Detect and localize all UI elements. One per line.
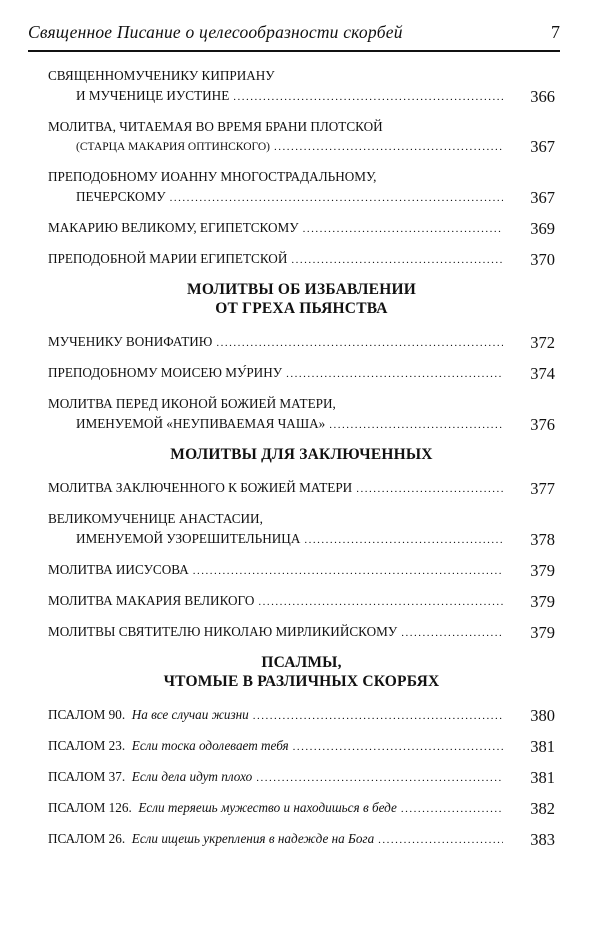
psalm-label: ПСАЛОМ 126. xyxy=(48,800,132,815)
toc-page-number: 374 xyxy=(530,364,555,383)
psalm-line xyxy=(48,798,555,819)
toc-entry[interactable] xyxy=(48,591,555,612)
toc-entry-last-line xyxy=(48,363,555,384)
toc-page-number: 370 xyxy=(530,250,555,269)
dot-leader xyxy=(303,219,503,239)
toc-page-number: 376 xyxy=(530,415,555,434)
toc-page-number: 367 xyxy=(530,188,555,207)
section-heading xyxy=(48,653,555,691)
toc-entry[interactable] xyxy=(48,249,555,270)
dot-leader xyxy=(170,188,503,208)
dot-leader xyxy=(253,706,503,726)
psalm-title: На все случаи жизни xyxy=(131,707,249,722)
dot-leader xyxy=(304,530,503,550)
dot-leader xyxy=(274,137,503,157)
toc-entry-text: ИМЕНУЕМОЙ УЗОРЕШИТЕЛЬНИЦА xyxy=(76,531,301,546)
section-heading xyxy=(48,445,555,464)
dot-leader xyxy=(233,87,503,107)
toc-entry-last-line xyxy=(48,622,555,643)
toc-entry[interactable] xyxy=(48,560,555,581)
toc-entry-text: МОЛИТВА ЗАКЛЮЧЕННОГО К БОЖИЕЙ МАТЕРИ xyxy=(48,480,353,495)
toc-entry-last-line xyxy=(48,591,555,612)
toc-page-number: 367 xyxy=(530,137,555,156)
toc-entry-text: ПРЕПОДОБНОМУ МОИСЕЮ МУ́РИНУ xyxy=(48,365,283,380)
dot-leader xyxy=(216,333,503,353)
dot-leader xyxy=(193,561,503,581)
dot-leader xyxy=(356,479,503,499)
toc-entry[interactable] xyxy=(48,218,555,239)
toc-entry-text: ИМЕНУЕМОЙ «НЕУПИВАЕМАЯ ЧАША» xyxy=(76,416,326,431)
toc-entry-text: И МУЧЕНИЦЕ ИУСТИНЕ xyxy=(76,88,230,103)
toc-entry[interactable] xyxy=(48,622,555,643)
toc-entry-text: МОЛИТВА ИИСУСОВА xyxy=(48,562,189,577)
toc-page-number: 366 xyxy=(530,87,555,106)
section-heading-line: ПСАЛМЫ, xyxy=(261,654,342,671)
toc-entry[interactable] xyxy=(48,509,555,550)
toc-page-number: 382 xyxy=(530,799,555,818)
toc-entry-text: СВЯЩЕННОМУЧЕНИКУ КИПРИАНУ xyxy=(48,68,275,83)
psalm-title: Если дела идут плохо xyxy=(131,769,253,784)
dot-leader xyxy=(329,415,503,435)
toc-entry-text: ПЕЧЕРСКОМУ xyxy=(76,189,166,204)
psalm-label: ПСАЛОМ 26. xyxy=(48,831,126,846)
dot-leader xyxy=(378,830,503,850)
toc-entry[interactable] xyxy=(48,363,555,384)
toc-entry[interactable] xyxy=(48,478,555,499)
psalm-line xyxy=(48,767,555,788)
dot-leader xyxy=(291,250,503,270)
toc-entry-text: (СТАРЦА МАКАРИЯ ОПТИНСКОГО) xyxy=(76,141,270,153)
section-heading xyxy=(48,280,555,318)
toc-page-number: 380 xyxy=(530,706,555,725)
dot-leader xyxy=(258,592,503,612)
psalm-line xyxy=(48,705,555,726)
section-heading-line: МОЛИТВЫ ДЛЯ ЗАКЛЮЧЕННЫХ xyxy=(170,446,433,463)
psalm-label: ПСАЛОМ 90. xyxy=(48,707,126,722)
toc-entry-last-line xyxy=(48,86,555,107)
toc-page-number: 379 xyxy=(530,623,555,642)
toc-entry-last-line xyxy=(48,187,555,208)
toc-entry[interactable] xyxy=(48,394,555,435)
toc-page-number: 379 xyxy=(530,592,555,611)
psalm-title: Если ищешь укрепления в надежде на Бога xyxy=(131,831,375,846)
toc-entry-last-line xyxy=(48,414,555,435)
toc-entry-last-line xyxy=(48,249,555,270)
toc-entry-last-line xyxy=(48,529,555,550)
psalm-label: ПСАЛОМ 37. xyxy=(48,769,126,784)
toc-page-number: 378 xyxy=(530,530,555,549)
toc-entry-text: ПРЕПОДОБНОЙ МАРИИ ЕГИПЕТСКОЙ xyxy=(48,251,288,266)
dot-leader xyxy=(256,768,503,788)
table-of-contents xyxy=(48,66,555,860)
toc-page-number: 379 xyxy=(530,561,555,580)
section-heading-line: ОТ ГРЕХА ПЬЯНСТВА xyxy=(215,300,388,317)
toc-entry-text: МОЛИТВЫ СВЯТИТЕЛЮ НИКОЛАЮ МИРЛИКИЙСКОМУ xyxy=(48,624,398,639)
section-heading-line: МОЛИТВЫ ОБ ИЗБАВЛЕНИИ xyxy=(187,281,416,298)
dot-leader xyxy=(401,799,503,819)
psalm-title: Если тоска одолевает тебя xyxy=(131,738,289,753)
toc-entry-text: МОЛИТВА ПЕРЕД ИКОНОЙ БОЖИЕЙ МАТЕРИ, xyxy=(48,396,336,411)
toc-entry-last-line xyxy=(48,332,555,353)
psalm-label: ПСАЛОМ 23. xyxy=(48,738,126,753)
toc-page-number: 369 xyxy=(530,219,555,238)
toc-entry-text: ВЕЛИКОМУЧЕНИЦЕ АНАСТАСИИ, xyxy=(48,511,263,526)
toc-entry-last-line xyxy=(48,560,555,581)
psalm-entry[interactable] xyxy=(48,767,555,788)
dot-leader xyxy=(401,623,503,643)
section-heading-line: ЧТОМЫЕ В РАЗЛИЧНЫХ СКОРБЯХ xyxy=(163,673,440,690)
dot-leader xyxy=(293,737,503,757)
psalm-title: Если теряешь мужество и находишься в беде xyxy=(138,800,397,815)
toc-page-number: 377 xyxy=(530,479,555,498)
psalm-entry[interactable] xyxy=(48,705,555,726)
toc-entry[interactable] xyxy=(48,66,555,107)
toc-entry-last-line xyxy=(48,478,555,499)
toc-page-number: 381 xyxy=(530,768,555,787)
toc-page-number: 383 xyxy=(530,830,555,849)
psalm-line xyxy=(48,736,555,757)
psalm-line xyxy=(48,829,555,850)
toc-entry-last-line xyxy=(48,218,555,239)
page-number: 7 xyxy=(551,22,560,42)
toc-entry-last-line xyxy=(48,137,555,157)
toc-entry[interactable] xyxy=(48,332,555,353)
psalm-entry[interactable] xyxy=(48,736,555,757)
psalm-entry[interactable] xyxy=(48,798,555,819)
toc-page-number: 381 xyxy=(530,737,555,756)
psalm-entry[interactable] xyxy=(48,829,555,850)
toc-entry-text: МОЛИТВА, ЧИТАЕМАЯ ВО ВРЕМЯ БРАНИ ПЛОТСКОЙ xyxy=(48,119,383,134)
running-header xyxy=(28,22,560,52)
toc-entry-text: МУЧЕНИКУ ВОНИФАТИЮ xyxy=(48,334,213,349)
dot-leader xyxy=(286,364,503,384)
toc-entry-text: ПРЕПОДОБНОМУ ИОАННУ МНОГОСТРАДАЛЬНОМУ, xyxy=(48,169,377,184)
toc-entry[interactable] xyxy=(48,117,555,157)
toc-entry-text: МОЛИТВА МАКАРИЯ ВЕЛИКОГО xyxy=(48,593,255,608)
running-title: Священное Писание о целесообразности скорбей xyxy=(28,22,403,42)
toc-page-number: 372 xyxy=(530,333,555,352)
toc-entry[interactable] xyxy=(48,167,555,208)
toc-entry-text: МАКАРИЮ ВЕЛИКОМУ, ЕГИПЕТСКОМУ xyxy=(48,220,299,235)
